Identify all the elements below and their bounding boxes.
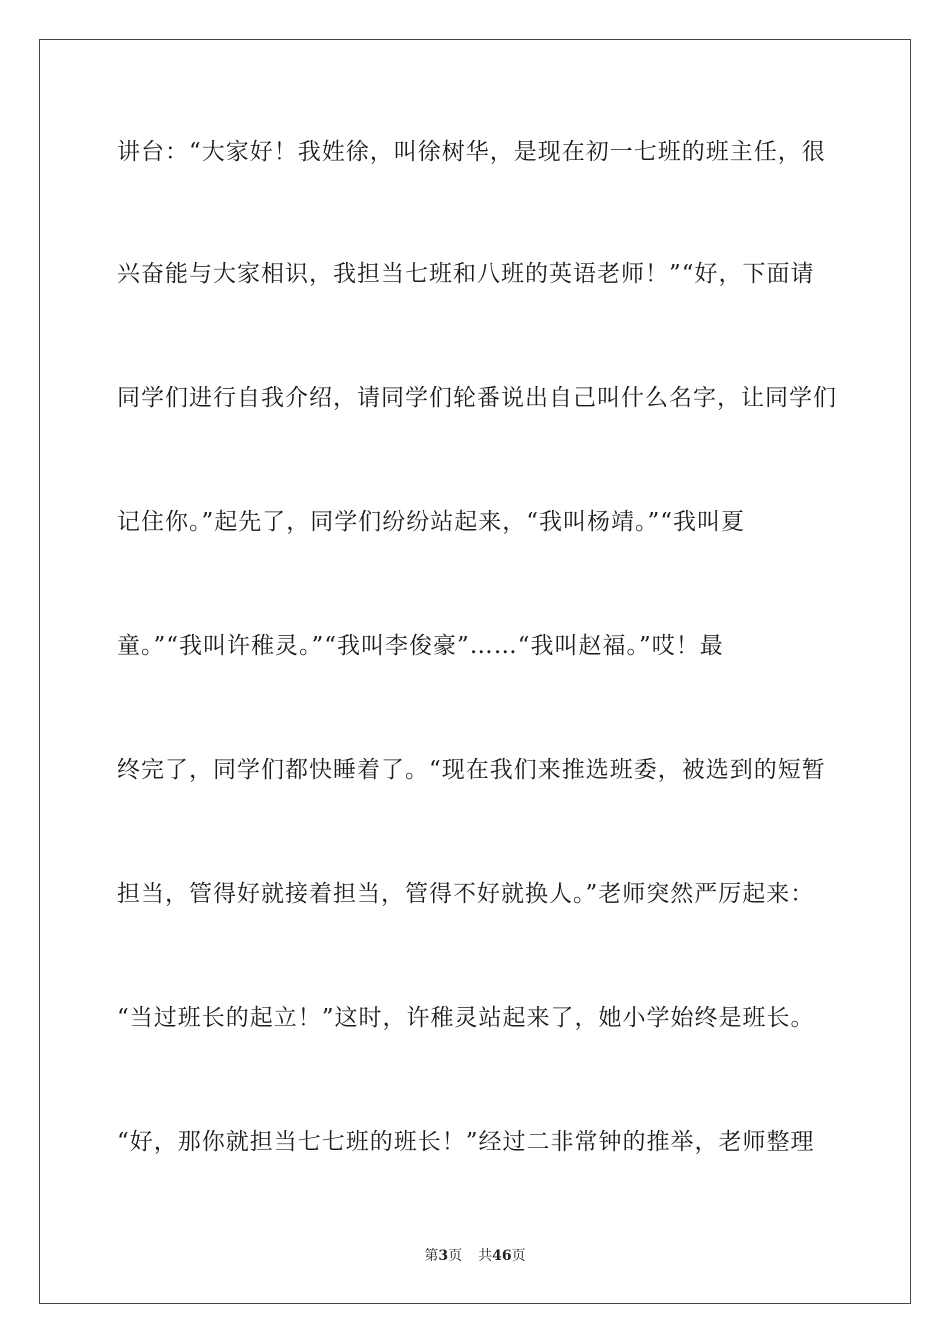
text-line-7: 担当，管得好就接着担当，管得不好就换人。”老师突然严厉起来： <box>117 881 815 907</box>
text-line-2: 兴奋能与大家相识，我担当七班和八班的英语老师！”“好，下面请 <box>117 261 815 287</box>
text-line-1: 讲台：“大家好！我姓徐，叫徐树华，是现在初一七班的班主任，很 <box>117 139 826 165</box>
text-line-8: “当过班长的起立！”这时，许稚灵站起来了，她小学始终是班长。 <box>117 1005 815 1031</box>
text-line-9: “好，那你就担当七七班的班长！”经过二非常钟的推举，老师整理 <box>117 1129 815 1155</box>
text-line-4: 记住你。”起先了，同学们纷纷站起来，“我叫杨靖。”“我叫夏 <box>117 509 746 535</box>
total-prefix: 共 <box>478 1248 493 1264</box>
total-pages: 46 <box>492 1248 512 1264</box>
page-suffix: 页 <box>448 1248 463 1264</box>
text-line-5: 童。”“我叫许稚灵。”“我叫李俊豪”……“我叫赵福。”哎！最 <box>117 633 724 659</box>
text-line-6: 终完了，同学们都快睡着了。“现在我们来推选班委，被选到的短暂 <box>117 757 826 783</box>
page-prefix: 第 <box>424 1248 439 1264</box>
current-page-number: 3 <box>438 1248 449 1264</box>
text-line-3: 同学们进行自我介绍，请同学们轮番说出自己叫什么名字，让同学们 <box>117 385 837 411</box>
total-suffix: 页 <box>511 1248 526 1264</box>
page-border <box>39 39 911 1304</box>
page-footer <box>0 1247 950 1265</box>
